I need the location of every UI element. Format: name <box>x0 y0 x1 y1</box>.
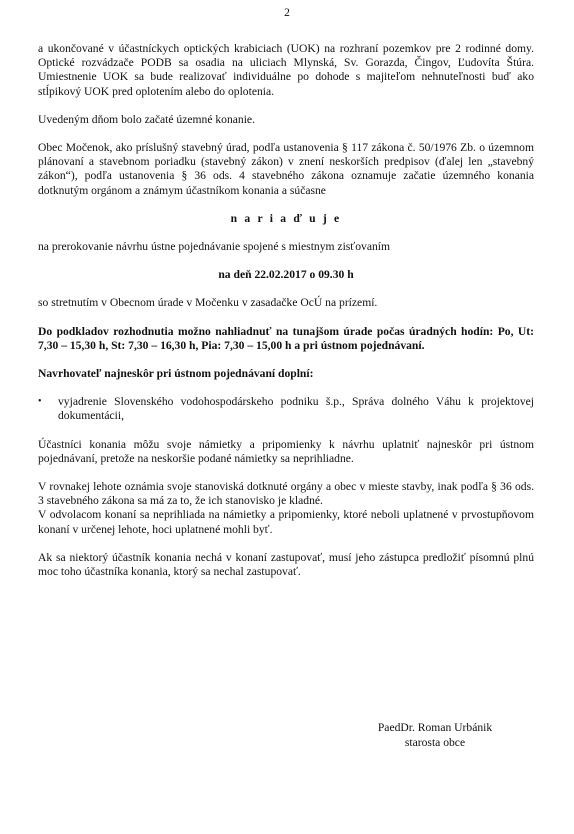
list-item-text: vyjadrenie Slovenského vodohospodárskeho podniku š.p., Správa dolného Váhu k projektovej dokumentácii, <box>58 395 534 423</box>
paragraph-namietky: Účastníci konania môžu svoje námietky a pripomienky k návrhu uplatniť najneskôr pri ústnom pojednávaní, pretože na neskoršie podané námietky sa neprihliadne. <box>38 437 534 465</box>
paragraph-stanoviska: V rovnakej lehote oznámia svoje stanoviská dotknuté orgány a obec v mieste stavby, inak podľa § 36 ods. 3 stavebného zákona sa má za to, že ich stanovisko je kladné. <box>38 480 534 508</box>
bullet-icon: • <box>38 396 42 408</box>
signature-name: PaedDr. Roman Urbánik <box>377 721 493 734</box>
paragraph-odvolacie-konanie: V odvolacom konaní sa neprihliada na námietky a pripomienky, ktoré neboli uplatnené v prvostupňovom konaní v určenej lehote, hoci uplatnené mohli byť. <box>38 508 534 536</box>
paragraph-uradne-hodiny: Do podkladov rozhodnutia možno nahliadnuť na tunajšom úrade počas úradných hodín: Po, Ut: 7,30 – 15,30 h, St: 7,30 – 16,30 h, Pia: 7,30 – 15,00 h a pri ústnom pojednávaní. <box>38 324 534 352</box>
paragraph-obec-mocenok: Obec Močenok, ako príslušný stavebný úrad, podľa ustanovenia § 117 zákona č. 50/1976 Zb. o územnom plánovaní a stavebnom poriadku (stavebný zákon) v znení neskorších predpisov (ďalej len „stavebný zákon“), podľa ustanovenia § 36 ods. 4 stavebného zákona oznamuje začatie územného konania dotknutým orgánom a známym účastníkom konania a súčasne <box>38 141 534 197</box>
paragraph-prerokovanie: na prerokovanie návrhu ústne pojednávanie spojené s miestnym zisťovaním <box>38 240 391 254</box>
paragraph-zacate-konanie: Uvedeným dňom bolo začaté územné konanie. <box>38 112 255 126</box>
paragraph-stretnutie: so stretnutím v Obecnom úrade v Močenku v zasadačke OcÚ na prízemí. <box>38 296 378 310</box>
meeting-date: na deň 22.02.2017 o 09.30 h <box>218 268 354 282</box>
paragraph-uok: a ukončované v účastníckych optických krabiciach (UOK) na rozhraní pozemkov pre 2 rodinné domy. Optické rozvádzače PODB sa osadia na uliciach Mlynská, Sv. Gorazda, Čingov, Ľudovíta Štúra. Umiestnenie UOK sa bude realizovať individuálne po dohode s majiteľom nehnuteľnosti buď ako stĺpikový UOK pred oplotením alebo do oplotenia. <box>38 42 534 98</box>
list-item <box>38 395 534 423</box>
document-body <box>38 42 534 579</box>
paragraph-zastupovanie: Ak sa niektorý účastník konania nechá v konaní zastupovať, musí jeho zástupca predložiť písomnú plnú moc toho účastníka konania, ktorý sa nechal zastupovať. <box>38 550 534 579</box>
heading-navrhovatel: Navrhovateľ najneskôr pri ústnom pojednávaní doplní: <box>38 367 314 381</box>
signature-block <box>350 720 520 750</box>
heading-nariaduje: n a r i a ď u j e <box>230 211 342 225</box>
page-number: 2 <box>284 6 290 19</box>
signature-title: starosta obce <box>404 736 466 749</box>
